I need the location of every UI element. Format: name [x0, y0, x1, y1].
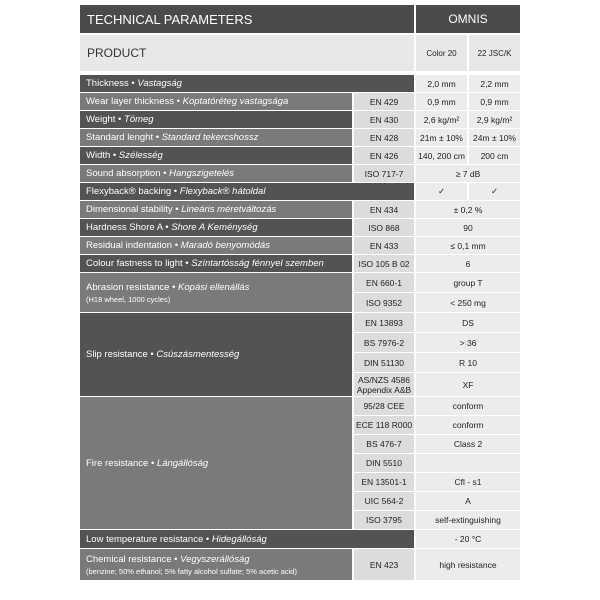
check-icon: ✓	[414, 183, 467, 201]
fire-row: ECE 118 R000 conform	[80, 416, 520, 435]
product-name: OMNIS	[414, 5, 520, 35]
table-row: Residual indentation • Maradó benyomódás EN 433 ≤ 0,1 mm	[80, 237, 520, 255]
table-row: Sound absorption • Hangszigetelés ISO 717-7 ≥ 7 dB	[80, 165, 520, 183]
technical-parameters-sheet	[80, 5, 520, 581]
fire-row: UIC 564-2 A	[80, 492, 520, 511]
table-row: Standard lenght • Standard tekercshossz EN 428 21m ± 10% 24m ± 10%	[80, 129, 520, 147]
table-row: Weight • Tömeg EN 430 2,6 kg/m² 2,9 kg/m²	[80, 111, 520, 129]
table-row: Hardness Shore A • Shore A Keménység ISO 868 90	[80, 219, 520, 237]
table-title: TECHNICAL PARAMETERS	[80, 5, 414, 35]
column-variant: 22 JSC/K	[467, 35, 520, 71]
parameters-table	[80, 5, 520, 581]
fire-row: BS 476-7 Class 2	[80, 435, 520, 454]
abrasion-row: Abrasion resistance • Kopási ellenállás (H18 wheel, 1000 cycles) EN 660-1 group T	[80, 273, 520, 293]
table-row: Flexyback® backing • Flexyback® hátoldal ✓ ✓	[80, 183, 520, 201]
table-row: Thickness • Vastagság 2,0 mm 2,2 mm	[80, 75, 520, 93]
fire-row: ISO 3795 self-extinguishing	[80, 511, 520, 530]
slip-row: DIN 51130 R 10	[80, 353, 520, 373]
fire-row: DIN 5510	[80, 454, 520, 473]
abrasion-row: ISO 9352 < 250 mg	[80, 293, 520, 313]
product-label: PRODUCT	[80, 35, 352, 71]
product-row	[80, 35, 520, 71]
slip-row: BS 7976-2 > 36	[80, 333, 520, 353]
header-row	[80, 5, 520, 35]
slip-row: AS/NZS 4586 Appendix A&B XF	[80, 373, 520, 397]
table-row: Colour fastness to light • Színtartósság fénnyel szemben ISO 105 B 02 6	[80, 255, 520, 273]
table-row: Dimensional stability • Lineáris méretváltozás EN 434 ± 0,2 %	[80, 201, 520, 219]
chemical-row: Chemical resistance • Vegyszerállóság (benzine; 50% ethanol; 5% fatty alcohol sulfate; 5% acetic acid) EN 423 high resistance	[80, 549, 520, 581]
low-temperature-row: Low temperature resistance • Hidegállóság - 20 °C	[80, 530, 520, 549]
table-row: Width • Szélesség EN 426 140, 200 cm 200 cm	[80, 147, 520, 165]
column-color: Color 20	[414, 35, 467, 71]
slip-row: Slip resistance • Csúszásmentesség EN 13893 DS	[80, 313, 520, 333]
table-row: Wear layer thickness • Koptatóréteg vastagsága EN 429 0,9 mm 0,9 mm	[80, 93, 520, 111]
check-icon: ✓	[467, 183, 520, 201]
fire-row: EN 13501-1 Cfl - s1	[80, 473, 520, 492]
fire-row: Fire resistance • Lángállóság 95/28 CEE conform	[80, 397, 520, 416]
